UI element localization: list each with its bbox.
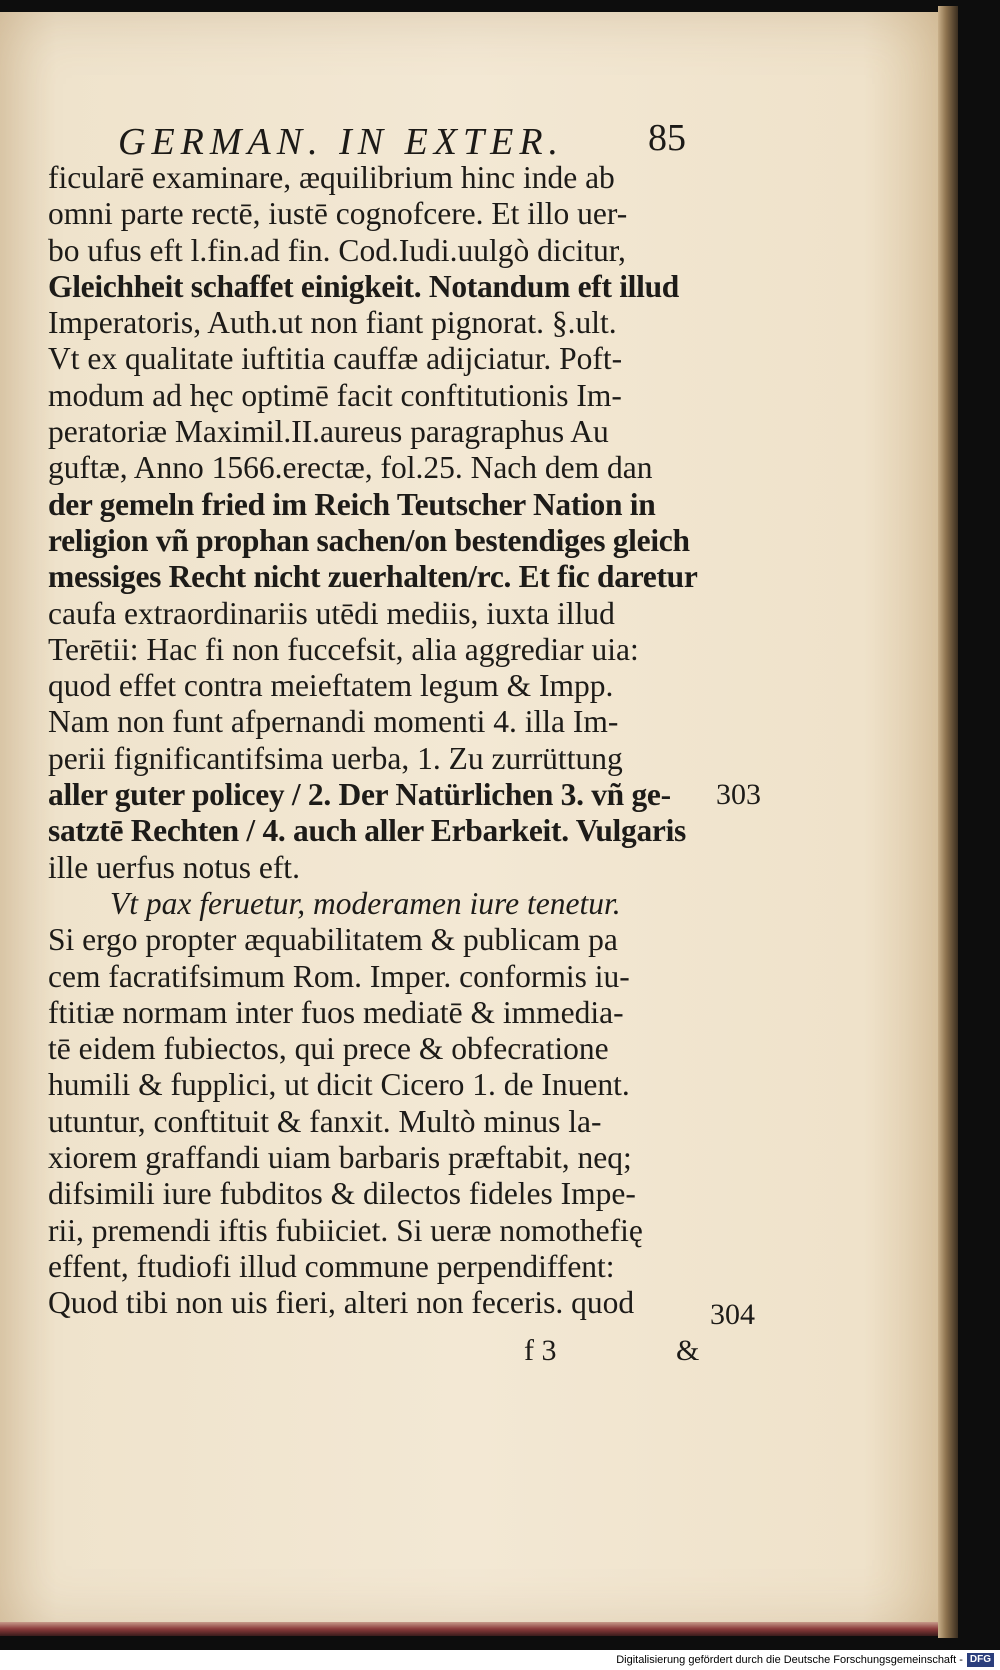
text-line: tē eidem fubiectos, qui prece & obfecratione: [48, 1031, 609, 1067]
text-line: difsimili iure fubditos & dilectos fideles Impe-: [48, 1176, 636, 1212]
page-edge: [938, 6, 958, 1638]
text-line: ficularē examinare, æquilibrium hinc inde ab: [48, 160, 615, 195]
text-line: Nam non funt afpernandi momenti 4. illa Im-: [48, 704, 619, 740]
running-head: GERMAN. IN EXTER.: [118, 121, 565, 163]
marginal-number: 304: [710, 1298, 755, 1331]
text-line: Vt ex qualitate iuftitia cauffæ adijciatur. Poft-: [48, 341, 623, 377]
signature-mark: f 3: [524, 1334, 557, 1367]
dfg-logo: DFG: [967, 1653, 994, 1667]
text-line: humili & fupplici, ut dicit Cicero 1. de Inuent.: [48, 1067, 630, 1103]
text-line: effent, ftudiofi illud commune perpendiffent:: [48, 1248, 615, 1284]
text-line: aller guter policey / 2. Der Natürlichen 3. vñ ge-: [48, 777, 671, 813]
text-line: utuntur, conftituit & fanxit. Multò minus la-: [48, 1103, 602, 1139]
text-line: Gleichheit schaffet einigkeit. Notandum eft illud: [48, 268, 680, 304]
catchword: &: [676, 1334, 700, 1367]
book-page: [0, 12, 938, 1632]
book-bottom-edge: [0, 1622, 938, 1636]
text-line: guftæ, Anno 1566.erectæ, fol.25. Nach dem dan: [48, 450, 653, 486]
text-line: rii, premendi iftis fubiiciet. Si ueræ nomothefię: [48, 1212, 643, 1248]
text-line: cem facratifsimum Rom. Imper. conformis iu-: [48, 958, 630, 994]
footer-credit: Digitalisierung gefördert durch die Deutsche Forschungsgemeinschaft -: [616, 1654, 963, 1666]
text-line: Imperatoris, Auth.ut non fiant pignorat. §.ult.: [48, 305, 617, 341]
text-line: der gemeln fried im Reich Teutscher Nation in: [48, 486, 656, 522]
text-line: Terētii: Hac fi non fuccefsit, alia aggrediar uia:: [48, 631, 639, 667]
text-line: omni parte rectē, iustē cognofcere. Et illo uer-: [48, 196, 628, 232]
text-line: Quod tibi non uis fieri, alteri non feceris. quod: [48, 1285, 635, 1321]
text-line: ille uerfus notus eft.: [48, 849, 300, 885]
body-text: [48, 160, 698, 1322]
text-line: bo ufus eft l.fin.ad fin. Cod.Iudi.uulgò dicitur,: [48, 232, 626, 268]
text-line: perii fignificantifsima uerba, 1. Zu zurrüttung: [48, 740, 623, 776]
footer-bar: [0, 1650, 1000, 1670]
page-number: 85: [648, 117, 686, 159]
text-line: xiorem graffandi uiam barbaris præftabit, neq;: [48, 1140, 632, 1176]
text-line: caufa extraordinariis utēdi mediis, iuxta illud: [48, 595, 615, 631]
text-line: modum ad hęc optimē facit conftitutionis Im-: [48, 377, 622, 413]
text-line: peratoriæ Maximil.II.aureus paragraphus Au: [48, 414, 609, 450]
marginal-number: 303: [716, 778, 761, 811]
text-line: ftitiæ normam inter fuos mediatē & immedia-: [48, 994, 624, 1030]
text-line: religion vñ prophan sachen/on bestendiges gleich: [48, 522, 690, 558]
motto-line: Vt pax feruetur, moderamen iure tenetur.: [110, 885, 621, 921]
text-line: quod effet contra meieftatem legum & Impp.: [48, 668, 614, 704]
text-line: Si ergo propter æquabilitatem & publicam pa: [48, 922, 618, 958]
text-line: messiges Recht nicht zuerhalten/rc. Et fic daretur: [48, 559, 698, 595]
text-line: satztē Rechten / 4. auch aller Erbarkeit. Vulgaris: [48, 813, 686, 849]
